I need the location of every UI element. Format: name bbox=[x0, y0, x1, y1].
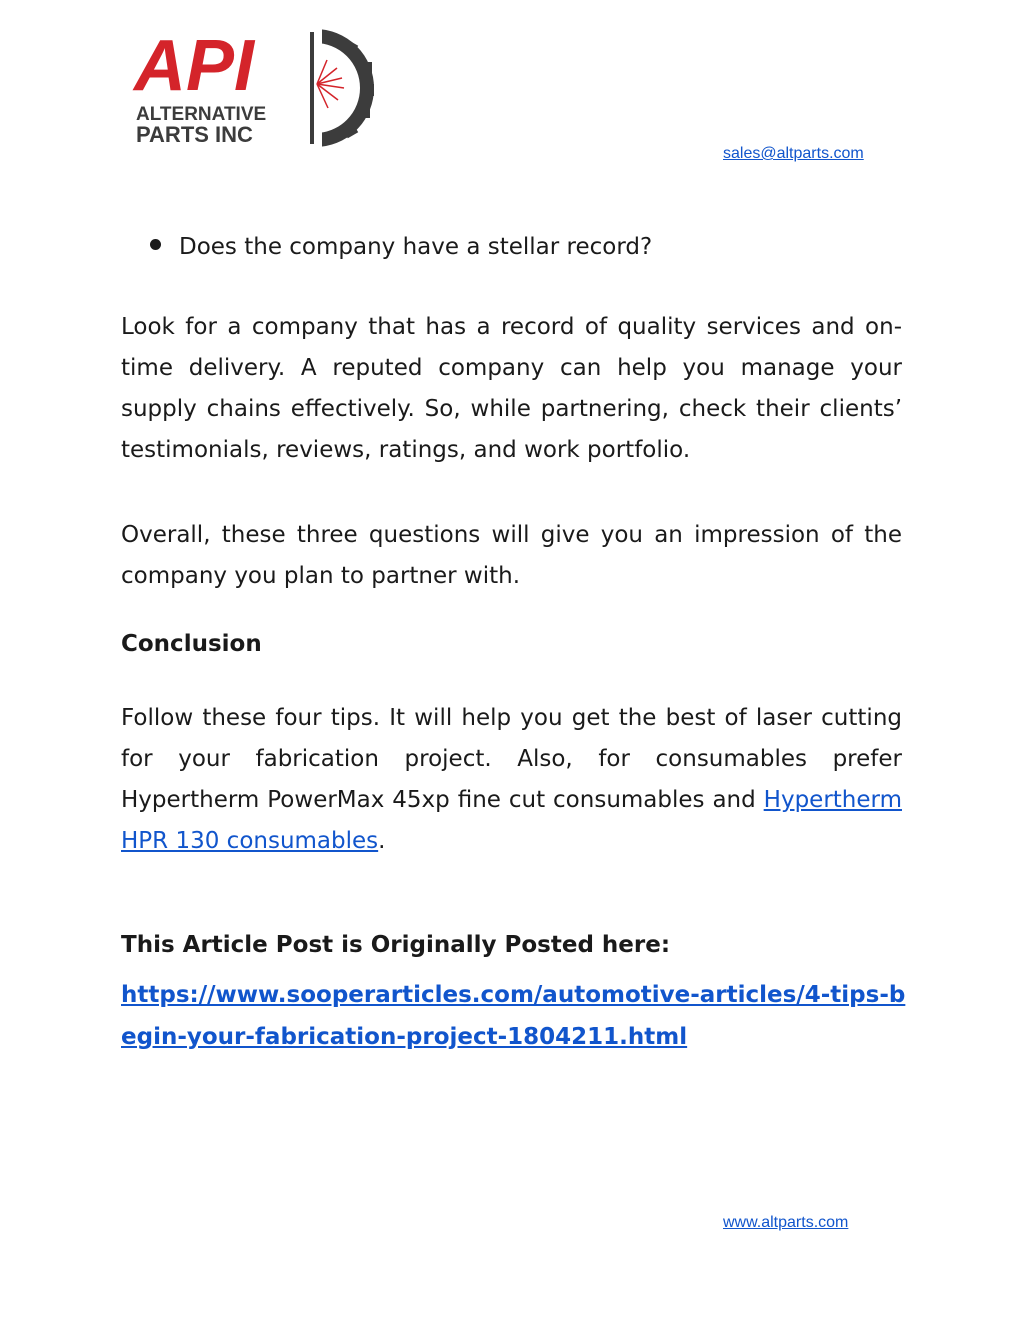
paragraph-overall: Overall, these three questions will give you an impression of the company you plan to partner with. bbox=[121, 522, 902, 589]
company-logo bbox=[132, 28, 382, 148]
paragraph-record: Look for a company that has a record of quality services and on-time delivery. A reputed company can help you manage your supply chains effectively. So, while partnering, check their clients’ testimonials, reviews, ratings, and work portfolio. bbox=[121, 314, 902, 463]
source-heading: This Article Post is Originally Posted here: bbox=[121, 932, 671, 958]
bullet-item bbox=[150, 228, 652, 266]
conclusion-text: Follow these four tips. It will help you get the best of laser cutting for your fabrication project. Also, for consumables prefer Hypertherm PowerMax 45xp fine cut consumables and bbox=[121, 705, 902, 813]
source-url-link[interactable]: https://www.sooperarticles.com/automotive-articles/4-tips-begin-your-fabrication-project-1804211.html bbox=[121, 982, 906, 1050]
api-logo-graphic bbox=[132, 28, 382, 148]
conclusion-heading: Conclusion bbox=[121, 631, 262, 657]
website-link[interactable]: www.altparts.com bbox=[723, 1214, 849, 1231]
hypertherm-hpr130-link[interactable]: Hypertherm HPR 130 consumables bbox=[121, 787, 902, 854]
paragraph-conclusion bbox=[121, 698, 902, 862]
bullet-dot bbox=[150, 239, 161, 250]
bullet-text: Does the company have a stellar record? bbox=[179, 234, 653, 260]
logo-line2: PARTS INC bbox=[136, 122, 253, 147]
email-link[interactable]: sales@altparts.com bbox=[723, 145, 864, 162]
conclusion-end: . bbox=[378, 828, 386, 854]
logo-letters: API bbox=[134, 28, 255, 106]
logo-line1: ALTERNATIVE bbox=[136, 104, 267, 125]
